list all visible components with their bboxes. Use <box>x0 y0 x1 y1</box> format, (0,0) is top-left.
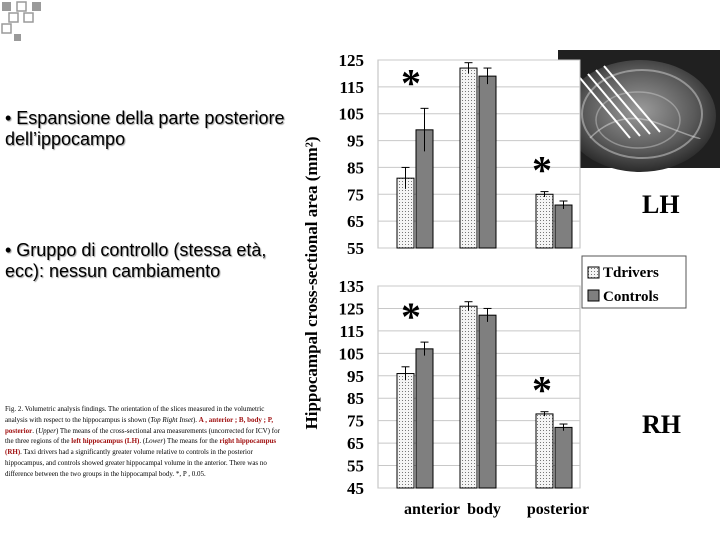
legend <box>582 256 686 308</box>
y-tick-label: 105 <box>338 344 364 364</box>
significance-marker: * <box>401 60 421 106</box>
caption-p1: Fig. 2. Volumetric analysis findings. The orientation of the slices measured in the volumetric analysis with respect to the hippocampus is shown ( <box>5 405 265 424</box>
bar-tdrivers-anterior <box>397 374 414 488</box>
y-axis-label: Hippocampal cross-sectional area (mm²) <box>302 136 321 430</box>
mri-inset <box>558 50 720 172</box>
y-tick-label: 105 <box>338 104 364 124</box>
bullet-expansion: • Espansione della parte posteriore dell’ippocampo <box>5 108 285 149</box>
figure-canvas <box>290 48 720 520</box>
bar-tdrivers-body <box>460 306 477 488</box>
caption-p5: . ( <box>139 437 146 446</box>
y-tick-label: 65 <box>347 434 364 454</box>
caption-inset: Top Right Inset <box>150 415 193 424</box>
caption-p7: . Taxi drivers had a significantly greater volume relative to controls in the posterior hippocampus, and controls showed greater hippocampal volume in the anterior. There was no difference between the two groups in the hippocampal body. *, P , 0.05. <box>5 448 267 478</box>
bar-tdrivers-body <box>460 68 477 248</box>
corner-decoration <box>0 0 60 50</box>
caption-p6: ) The means for the <box>163 437 220 446</box>
y-tick-label: 55 <box>347 239 364 258</box>
bar-tdrivers-posterior <box>536 194 553 248</box>
y-tick-label: 125 <box>338 51 364 70</box>
caption-lower: Lower <box>145 437 164 446</box>
caption-right-label: right hippocampus (RH) <box>5 437 277 457</box>
bar-controls-posterior <box>555 427 572 488</box>
legend-tdrivers: Tdrivers <box>603 265 659 281</box>
caption-p3: . ( <box>32 426 39 435</box>
y-tick-label: 95 <box>347 366 364 386</box>
y-tick-label: 95 <box>347 131 364 151</box>
y-tick-label: 65 <box>347 212 364 232</box>
bar-controls-body <box>479 315 496 488</box>
x-tick-label: posterior <box>526 501 590 518</box>
significance-marker: * <box>532 147 552 193</box>
x-tick-label: body <box>467 501 501 518</box>
y-tick-label: 85 <box>347 158 364 178</box>
legend-swatch-tdrivers <box>588 267 599 278</box>
figure-caption <box>5 404 287 480</box>
caption-p4: ) The means of the cross-sectional area measurements (uncorrected for ICV) for the three regions of the <box>5 426 280 446</box>
caption-abbr: A , anterior ; B, body ; P, posterior <box>5 415 274 435</box>
significance-marker: * <box>401 294 421 340</box>
corner-squares-graphic <box>0 0 60 50</box>
bullet-control-group: • Gruppo di controllo (stessa età, ecc): nessun cambiamento <box>5 240 267 281</box>
hippocampus-figure <box>290 48 720 520</box>
y-tick-label: 85 <box>347 389 364 409</box>
x-tick-label: anterior <box>404 501 460 518</box>
bar-tdrivers-posterior <box>536 414 553 488</box>
y-tick-label: 55 <box>347 456 364 476</box>
y-tick-label: 115 <box>339 77 364 97</box>
legend-controls: Controls <box>603 289 659 305</box>
y-tick-label: 135 <box>338 277 364 296</box>
significance-marker: * <box>532 367 552 413</box>
caption-p2: ). <box>192 415 199 424</box>
bar-controls-posterior <box>555 205 572 248</box>
y-tick-label: 75 <box>347 411 364 431</box>
y-tick-label: 125 <box>338 299 364 319</box>
y-tick-label: 115 <box>339 321 364 341</box>
y-tick-label: 45 <box>347 479 364 498</box>
bar-controls-body <box>479 76 496 248</box>
caption-upper: Upper <box>38 426 56 435</box>
legend-swatch-controls <box>588 290 599 301</box>
panel-title: RH <box>642 410 681 439</box>
caption-left-label: left hippocampus (LH) <box>71 437 140 446</box>
y-tick-label: 75 <box>347 185 364 205</box>
bar-controls-anterior <box>416 349 433 488</box>
panel-title: LH <box>642 190 680 219</box>
